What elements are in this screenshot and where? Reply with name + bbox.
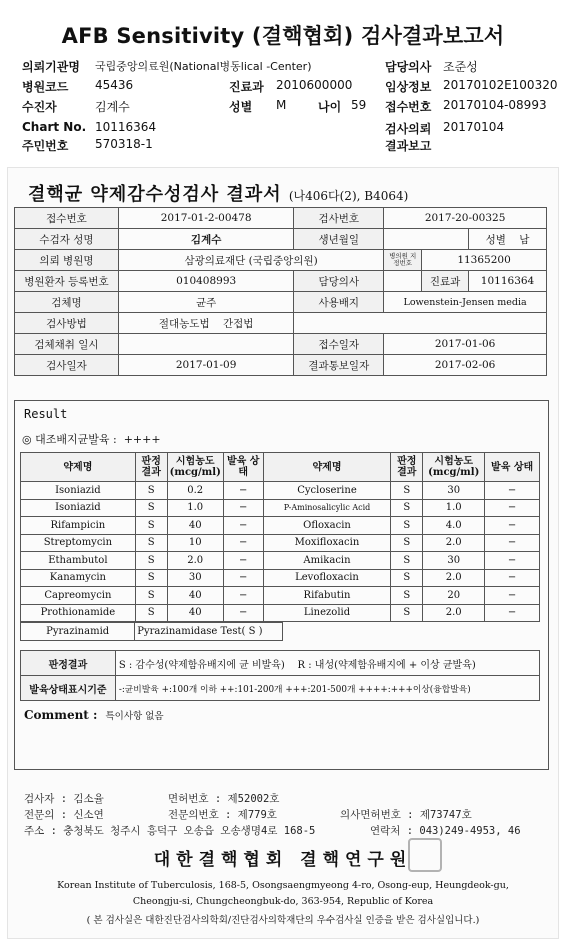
institution-label: 의뢰기관명 (22, 60, 80, 74)
cell-label: 병원환자 등록번호 (15, 271, 119, 292)
drug-judge: S (135, 499, 167, 517)
col-drug: 약제명 (21, 453, 136, 482)
drug-growth: − (485, 534, 540, 552)
scan-title: 결핵균 약제감수성검사 결과서 (나406다(2), B4064) (28, 184, 409, 205)
cell-label: 성별 (485, 233, 506, 246)
drug-conc: 1.0 (167, 499, 223, 517)
comment (24, 708, 164, 722)
drug-name: P-Aminosalicylic Acid (263, 499, 391, 517)
judge-value (115, 651, 539, 676)
drug-judge: S (135, 604, 167, 622)
chart-value: 10116364 (95, 120, 157, 134)
drug-judge: S (135, 569, 167, 587)
drug-judge: S (391, 499, 423, 517)
age-label: 나이 (318, 100, 342, 114)
drug-name: Rifampicin (21, 517, 136, 535)
drug-growth: − (485, 552, 540, 570)
drug-judge: S (391, 534, 423, 552)
request-label: 검사의뢰 (385, 122, 432, 136)
receipt-value: 20170104-08993 (443, 98, 547, 112)
dept-label: 진료과 (229, 80, 264, 94)
drug-conc: 0.2 (167, 482, 223, 500)
drug-conc: 1.0 (423, 499, 485, 517)
sex-label: 성별 (229, 100, 253, 114)
drug-growth: − (223, 499, 263, 517)
cell-label: 검사방법 (15, 313, 119, 334)
pza-table (20, 622, 283, 641)
col-conc: 시험농도 (mcg/ml) (423, 453, 485, 482)
drug-judge: S (391, 482, 423, 500)
drug-conc: 30 (423, 482, 485, 500)
drug-name: Moxifloxacin (263, 534, 391, 552)
drug-judge: S (135, 482, 167, 500)
drug-name: Isoniazid (21, 482, 136, 500)
request-value: 20170104 (443, 120, 505, 134)
hospital-code-value: 45436 (95, 78, 134, 92)
notify-value: 2017-02-06 (384, 355, 547, 376)
drug-name: Ethambutol (21, 552, 136, 570)
drug-growth: − (485, 569, 540, 587)
drug-judge: S (391, 604, 423, 622)
drug-conc: 4.0 (423, 517, 485, 535)
patient-label: 수진자 (22, 100, 57, 114)
drug-row (21, 534, 540, 552)
cell-label: 담당의사 (294, 271, 384, 292)
drug-conc: 2.0 (423, 534, 485, 552)
drug-row (21, 587, 540, 605)
age-value: 59 (351, 98, 367, 112)
drug-conc: 30 (423, 552, 485, 570)
drug-conc: 40 (167, 587, 223, 605)
drug-row (21, 569, 540, 587)
test-date-value: 2017-01-09 (118, 355, 293, 376)
drug-growth: − (223, 552, 263, 570)
certification-note: ( 본 검사실은 대한진단검사의학회/진단검사의학재단의 우수검사실 인증을 받은 검사실입니다.) (86, 915, 480, 926)
comment-value: 특이사항 없음 (105, 711, 164, 722)
drug-name: Ofloxacin (263, 517, 391, 535)
info-table (14, 207, 547, 376)
cell-label: 결과통보일자 (294, 355, 384, 376)
clinical-value: 20170102E100320 (443, 78, 558, 92)
drug-judge: S (391, 569, 423, 587)
dept-value: 2010600000 (276, 78, 353, 92)
tester-license: 면허번호 : 제52002호 (168, 793, 280, 805)
cell-label: 접수번호 (15, 208, 119, 229)
sex-value: M (276, 98, 287, 112)
drug-judge: S (135, 587, 167, 605)
col-judge: 판정 결과 (391, 453, 423, 482)
cell-label: 검체채취 일시 (15, 334, 119, 355)
drug-growth: − (223, 534, 263, 552)
cell-label: 사용배지 (294, 292, 384, 313)
legend-table (20, 650, 540, 701)
drug-conc: 2.0 (423, 604, 485, 622)
organization-name: 대한결핵협회 결핵연구원 (153, 850, 413, 870)
drug-growth: − (223, 517, 263, 535)
pza-value: Pyrazinamidase Test( S ) (135, 623, 283, 641)
drug-judge: S (135, 534, 167, 552)
drug-conc: 40 (167, 604, 223, 622)
drug-growth: − (223, 587, 263, 605)
drug-name: Streptomycin (21, 534, 136, 552)
phone: 연락처 : 043)249-4953, 46 (370, 825, 521, 837)
drug-row (21, 517, 540, 535)
specialist-license: 전문의번호 : 제779호 (168, 809, 277, 821)
report-title: AFB Sensitivity (결핵협회) 검사결과보고서 (61, 24, 505, 48)
drug-conc: 30 (167, 569, 223, 587)
drug-growth: − (485, 604, 540, 622)
cell-label: 의뢰 병원명 (15, 250, 119, 271)
cell-label: 생년월일 (294, 229, 384, 250)
judge-r: R : 내성(약제함유배지에 + 이상 균발육) (297, 659, 476, 671)
address: 주소 : 충청북도 청주시 흥덕구 오송읍 오송생명4로 168-5 (24, 825, 316, 837)
col-drug: 약제명 (263, 453, 391, 482)
method-value-2: 간접법 (222, 317, 254, 330)
drug-name: Amikacin (263, 552, 391, 570)
drug-judge: S (391, 552, 423, 570)
cell-label: 병의원 지정번호 (384, 250, 422, 271)
doctor-value: 조준성 (443, 60, 478, 74)
drug-growth: − (485, 587, 540, 605)
control-growth (22, 431, 161, 447)
specialist: 전문의 : 신소연 (24, 809, 104, 821)
drug-name: Capreomycin (21, 587, 136, 605)
name-value: 김계수 (118, 229, 293, 250)
test-number-value: 2017-20-00325 (384, 208, 547, 229)
dept-value: 10116364 (469, 271, 547, 292)
collect-value (118, 334, 293, 355)
specimen-value: 균주 (118, 292, 293, 313)
pza-name: Pyrazinamid (21, 623, 135, 641)
hospital-no-value: 11365200 (422, 250, 547, 271)
receive-value: 2017-01-06 (384, 334, 547, 355)
drug-name: Levofloxacin (263, 569, 391, 587)
empty-cell (294, 313, 547, 334)
chart-label: Chart No. (22, 120, 87, 134)
cell-label: 검사번호 (294, 208, 384, 229)
english-address-2: Cheongju-si, Chungcheongbuk-do, 363-954, Republic of Korea (132, 896, 434, 907)
col-conc: 시험농도 (mcg/ml) (167, 453, 223, 482)
drug-row (21, 482, 540, 500)
clinical-label: 임상정보 (385, 80, 432, 94)
doctor-license: 의사면허번호 : 제73747호 (340, 809, 472, 821)
doctor-value (384, 271, 422, 292)
drug-row (21, 552, 540, 570)
comment-label: Comment : (24, 708, 98, 722)
rrn-value: 570318-1 (95, 137, 153, 151)
col-growth: 발육 상태 (485, 453, 540, 482)
drug-conc: 10 (167, 534, 223, 552)
hospital-code-label: 병원코드 (22, 80, 69, 94)
drug-conc: 2.0 (423, 569, 485, 587)
drug-table (20, 452, 540, 622)
medium-value: Lowenstein-Jensen media (384, 292, 547, 313)
tester: 검사자 : 김소율 (24, 793, 104, 805)
growth-label: 발육상태표시기준 (21, 676, 116, 701)
drug-row (21, 604, 540, 622)
cell-label: 검사일자 (15, 355, 119, 376)
dob-value (384, 229, 469, 250)
patient-value: 김계수 (95, 100, 130, 114)
drug-judge: S (391, 587, 423, 605)
drug-growth: − (223, 569, 263, 587)
rrn-label: 주민번호 (22, 139, 69, 153)
drug-conc: 2.0 (167, 552, 223, 570)
institution-value: 국립중앙의료원(National병동lical -Center) (95, 60, 312, 73)
drug-name: Prothionamide (21, 604, 136, 622)
judge-label: 판정결과 (21, 651, 116, 676)
doctor-label: 담당의사 (385, 60, 432, 74)
drug-judge: S (135, 517, 167, 535)
drug-conc: 20 (423, 587, 485, 605)
drug-growth: − (485, 482, 540, 500)
drug-growth: − (485, 499, 540, 517)
cell-label: 검체명 (15, 292, 119, 313)
cell-label: 수검자 성명 (15, 229, 119, 250)
drug-name: Cycloserine (263, 482, 391, 500)
drug-growth: − (223, 482, 263, 500)
english-address-1: Korean Institute of Tuberculosis, 168-5, Osongsaengmyeong 4-ro, Osong-eup, Heungdeok-gu, (57, 880, 509, 891)
drug-name: Linezolid (263, 604, 391, 622)
method-value (118, 313, 293, 334)
col-judge: 판정 결과 (135, 453, 167, 482)
growth-value: -:균비발육 +:100개 이하 ++:101-200개 +++:201-500개 ++++:+++이상(융합발육) (115, 676, 539, 701)
method-value-1: 절대농도법 (158, 317, 210, 330)
judge-s: S : 감수성(약제함유배지에 균 비발육) (118, 659, 285, 671)
reg-no-value: 010408993 (118, 271, 293, 292)
hospital-value: 삼광의료재단 (국립중앙의원) (118, 250, 383, 271)
accession-value: 2017-01-2-00478 (118, 208, 293, 229)
sex-cell (469, 229, 547, 250)
drug-judge: S (135, 552, 167, 570)
drug-judge: S (391, 517, 423, 535)
drug-growth: − (485, 517, 540, 535)
control-label: ◎ 대조배지균발육 : (22, 433, 117, 446)
cell-label: 진료과 (422, 271, 469, 292)
drug-name: Rifabutin (263, 587, 391, 605)
report-label: 결과보고 (385, 139, 432, 153)
col-growth: 발육 상태 (223, 453, 263, 482)
drug-name: Isoniazid (21, 499, 136, 517)
receipt-label: 접수번호 (385, 100, 432, 114)
drug-row (21, 499, 540, 517)
drug-growth: − (223, 604, 263, 622)
control-value: ++++ (123, 433, 161, 446)
sex-value: 남 (519, 233, 530, 246)
cell-label: 접수일자 (294, 334, 384, 355)
result-label: Result (24, 407, 68, 421)
drug-conc: 40 (167, 517, 223, 535)
drug-name: Kanamycin (21, 569, 136, 587)
